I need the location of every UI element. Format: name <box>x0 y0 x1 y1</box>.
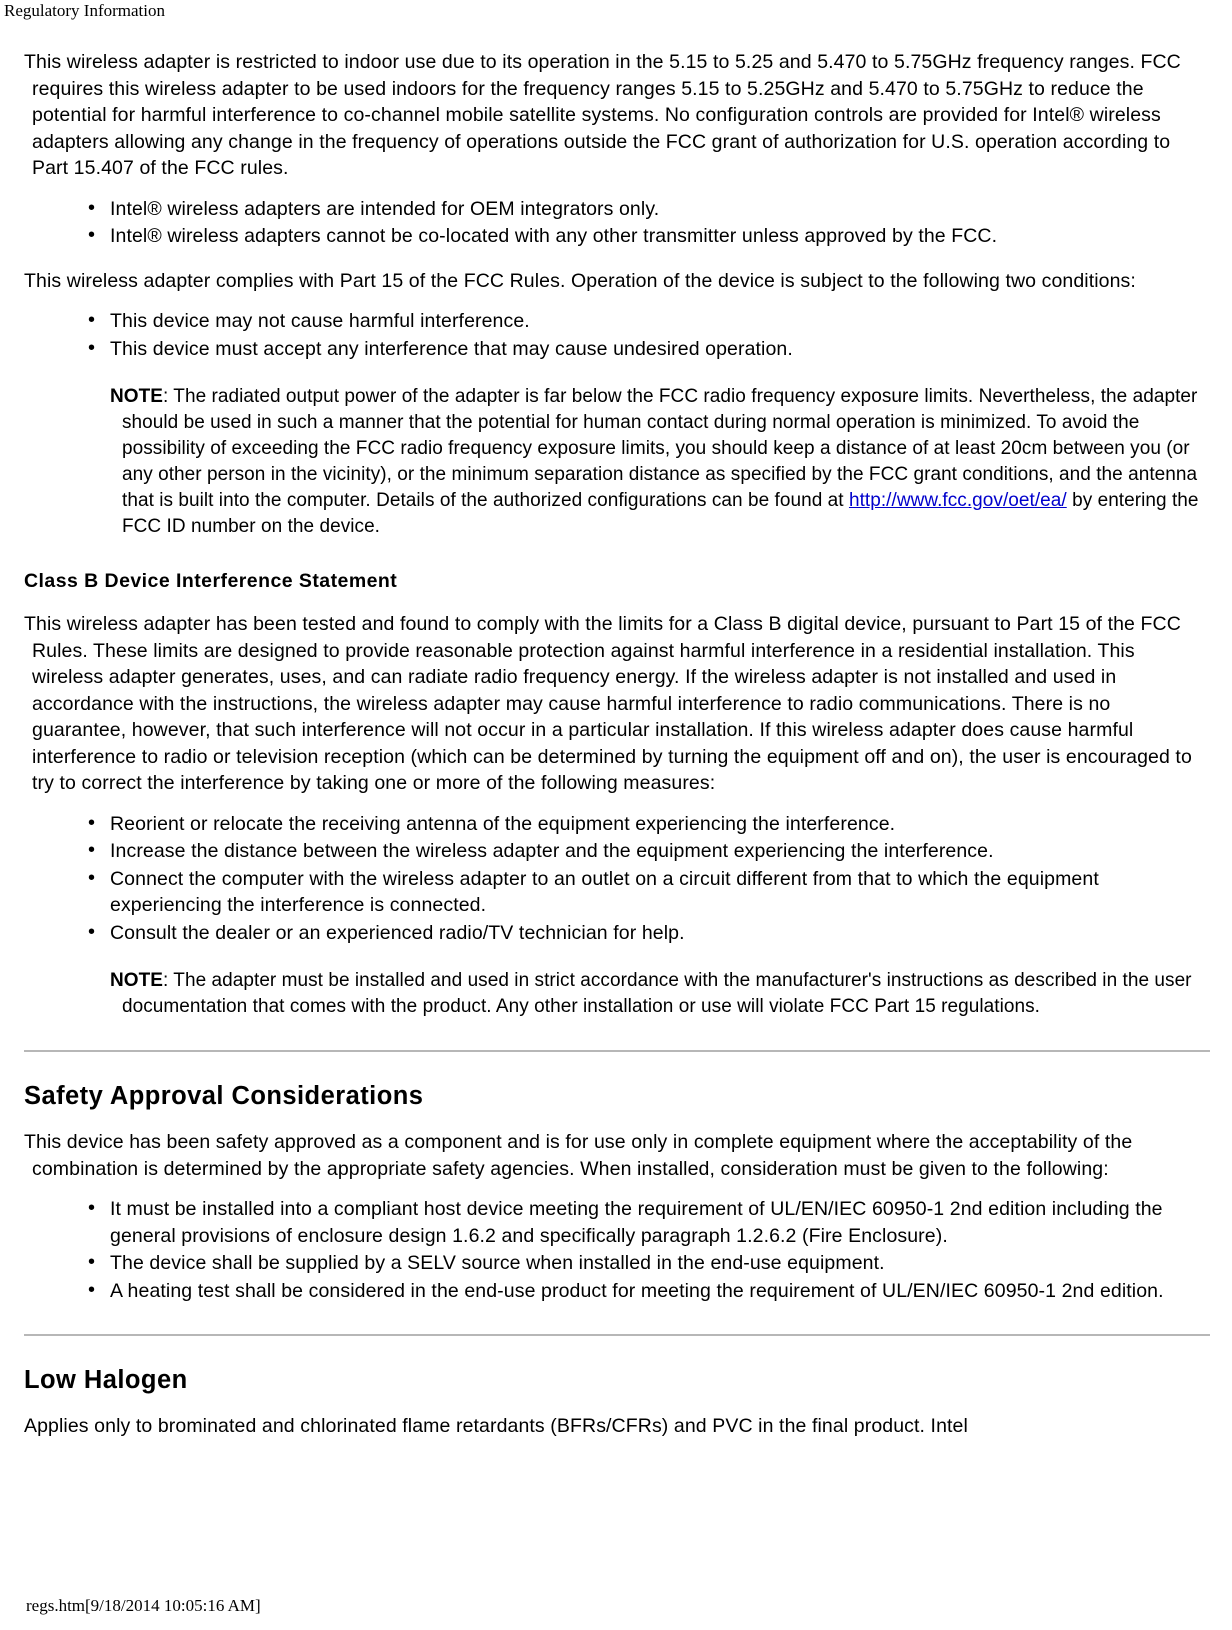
safety-bullet-list <box>24 1196 1208 1304</box>
list-item: • Connect the computer with the wireless adapter to an outlet on a circuit different from that to which the equipment experiencing the interference is connected. <box>88 866 1208 919</box>
list-item: • Reorient or relocate the receiving antenna of the equipment experiencing the interference. <box>88 811 1208 838</box>
safety-approval-paragraph: This device has been safety approved as a component and is for use only in complete equipment where the acceptability of the combination is determined by the appropriate safety agencies. When installed, consideration must be given to the following: <box>24 1131 1133 1180</box>
low-halogen-paragraph: Applies only to brominated and chlorinated flame retardants (BFRs/CFRs) and PVC in the final product. Intel <box>24 1415 968 1437</box>
note-block-installation <box>24 968 1208 1020</box>
section-divider <box>24 1050 1210 1052</box>
class-b-heading: Class B Device Interference Statement <box>24 570 398 592</box>
class-b-paragraph: This wireless adapter has been tested and found to comply with the limits for a Class B digital device, pursuant to Part 15 of the FCC Rules. These limits are designed to provide reasonable protection against harmful interference in a residential installation. This wireless adapter generates, uses, and can radiate radio frequency energy. If the wireless adapter is not installed and used in accordance with the instructions, the wireless adapter may cause harmful interference to radio communications. There is no guarantee, however, that such interference will not occur in a particular installation. If this wireless adapter does cause harmful interference to radio or television reception (which can be determined by turning the equipment off and on), the user is encouraged to try to correct the interference by taking one or more of the following measures: <box>24 613 1192 794</box>
list-item: • A heating test shall be considered in the end-use product for meeting the requirement of UL/EN/IEC 60950-1 2nd edition. <box>88 1278 1208 1305</box>
list-item: • Intel® wireless adapters are intended for OEM integrators only. <box>88 196 1208 223</box>
document-content <box>0 49 1232 1440</box>
page-title: Regulatory Information <box>4 1 165 20</box>
oem-bullet-list <box>24 196 1208 250</box>
page-footer: regs.htm[9/18/2014 10:05:16 AM] <box>26 1596 261 1615</box>
list-item: • Consult the dealer or an experienced radio/TV technician for help. <box>88 920 1208 947</box>
measures-bullet-list <box>24 811 1208 947</box>
low-halogen-heading: Low Halogen <box>24 1366 188 1394</box>
safety-approval-heading: Safety Approval Considerations <box>24 1082 424 1110</box>
note-label: NOTE <box>110 386 163 407</box>
note-text-after-link: by entering the FCC ID number on the device. <box>122 490 1199 537</box>
fcc-intro-paragraph: This wireless adapter is restricted to indoor use due to its operation in the 5.15 to 5.25 and 5.470 to 5.75GHz frequency ranges. FCC requires this wireless adapter to be used indoors for the frequency ranges 5.15 to 5.25GHz and 5.470 to 5.75GHz to reduce the potential for harmful interference to co-channel mobile satellite systems. No configuration controls are provided for Intel® wireless adapters allowing any change in the frequency of operations outside the FCC grant of authorization for U.S. operation according to Part 15.407 of the FCC rules. <box>24 51 1181 179</box>
list-item: • This device may not cause harmful interference. <box>88 308 1208 335</box>
note-block-exposure <box>24 384 1208 540</box>
note-text-before-link: : The radiated output power of the adapter is far below the FCC radio frequency exposure limits. Nevertheless, the adapter should be used in such a manner that the potential for human contact during normal operation is minimized. To avoid the possibility of exceeding the FCC radio frequency exposure limits, you should keep a distance of at least 20cm between you (or any other person in the vicinity), or the minimum separation distance as specified by the FCC grant conditions, and the antenna that is built into the computer. Details of the authorized configurations can be found at <box>122 386 1198 511</box>
list-item: • It must be installed into a compliant host device meeting the requirement of UL/EN/IEC 60950-1 2nd edition including the general provisions of enclosure design 1.6.2 and specifically paragraph 1.2.6.2 (Fire Enclosure). <box>88 1196 1208 1249</box>
list-item: • The device shall be supplied by a SELV source when installed in the end-use equipment. <box>88 1250 1208 1277</box>
fcc-oet-ea-link[interactable]: http://www.fcc.gov/oet/ea/ <box>848 490 1067 511</box>
list-item: • Intel® wireless adapters cannot be co-located with any other transmitter unless approved by the FCC. <box>88 223 1208 250</box>
section-divider <box>24 1334 1210 1336</box>
condition-bullet-list <box>24 308 1208 362</box>
list-item: • This device must accept any interference that may cause undesired operation. <box>88 336 1208 363</box>
list-item: • Increase the distance between the wireless adapter and the equipment experiencing the interference. <box>88 838 1208 865</box>
part15-paragraph: This wireless adapter complies with Part 15 of the FCC Rules. Operation of the device is subject to the following two conditions: <box>24 269 1136 292</box>
note-label: NOTE <box>110 970 163 991</box>
note-text: : The adapter must be installed and used in strict accordance with the manufacturer's instructions as described in the user documentation that comes with the product. Any other installation or use will violate FCC Part 15 regulations. <box>122 970 1192 1017</box>
